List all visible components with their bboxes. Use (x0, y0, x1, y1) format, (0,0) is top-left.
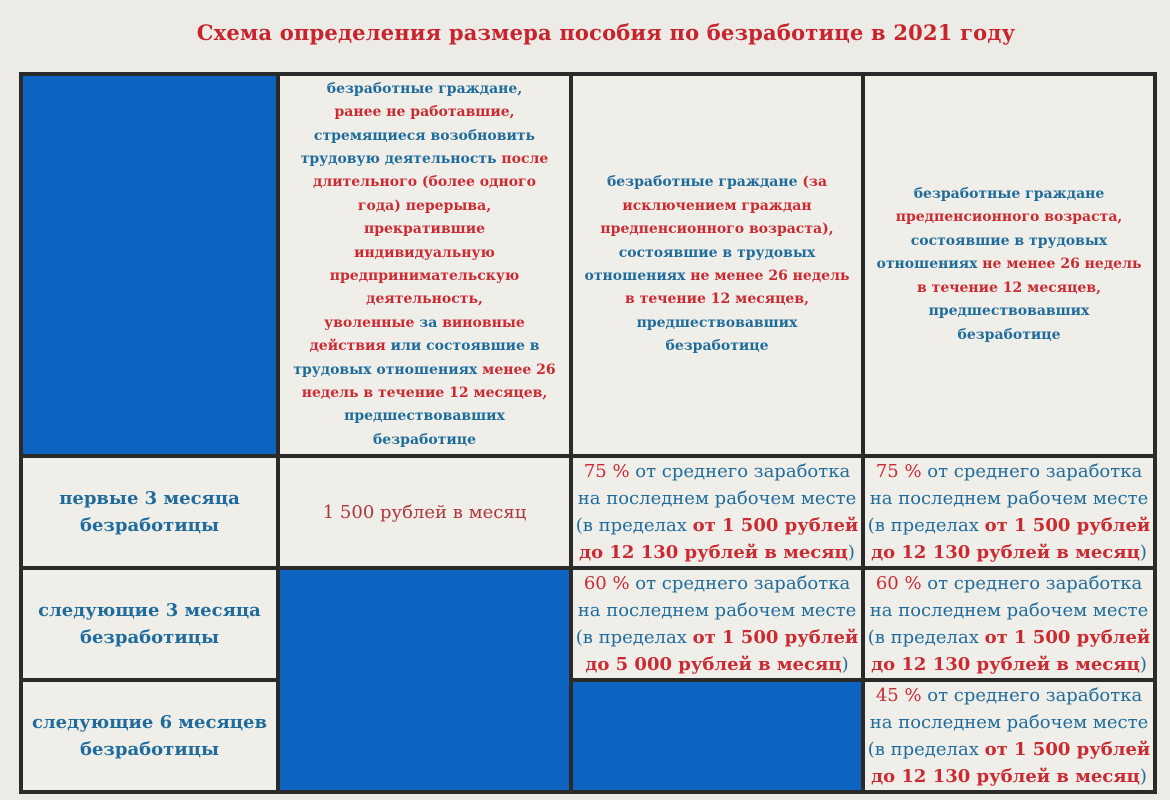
amount-text: на последнем рабочем месте (869, 488, 1149, 509)
amount-text: от среднего заработка (921, 685, 1143, 706)
header-text-segment: индивидуальную (354, 244, 495, 261)
cell-r2-c3 (863, 568, 1155, 680)
header-line (293, 195, 555, 218)
header-line (585, 195, 850, 218)
header-text-segment: не менее 26 недель (982, 256, 1142, 273)
header-text-segment: стремящиеся возобновить (313, 127, 536, 144)
header-text-segment: трудовых отношениях (293, 361, 483, 378)
cell-r1-c2 (571, 456, 863, 568)
percent-value: 45 % (875, 685, 922, 706)
amount-text: от среднего заработка (629, 573, 851, 594)
amount-line (576, 651, 859, 678)
amount-line (868, 624, 1151, 651)
amount-line (868, 512, 1151, 539)
percent-value: 60 % (583, 573, 630, 594)
max-amount: до 5 000 рублей в месяц (585, 654, 842, 675)
header-text-segment: ранее не работавшие, (334, 104, 515, 121)
cell-r1-c3 (863, 456, 1155, 568)
header-line (585, 171, 850, 194)
amount-r2c3 (866, 570, 1153, 678)
header-text-segment: состоявшие в трудовых (910, 232, 1108, 249)
amount-text: на последнем рабочем месте (869, 712, 1149, 733)
header-text-segment: безработице (372, 431, 476, 448)
amount-line (576, 570, 859, 597)
row-label-3-line2: безработицы (79, 739, 220, 760)
header-line (293, 405, 555, 428)
header-line (877, 230, 1142, 253)
header-line (585, 218, 850, 241)
header-col1 (278, 74, 571, 456)
header-text-segment: безработные граждане (606, 174, 803, 191)
cell-r3-c3 (863, 680, 1155, 792)
header-corner-blank (21, 74, 278, 456)
header-text-segment: безработице (665, 338, 769, 355)
header-text-segment: или состоявшие в (390, 338, 540, 355)
header-line (585, 288, 850, 311)
max-amount: до 12 130 рублей в месяц (871, 766, 1140, 787)
amount-line (868, 458, 1151, 485)
max-amount: до 12 130 рублей в месяц (579, 542, 848, 563)
header-text-segment: трудовую деятельность (300, 150, 502, 167)
header-col1-text (289, 78, 559, 453)
header-text-segment: безработные граждане, (326, 80, 523, 97)
header-line (877, 183, 1142, 206)
header-text-segment: длительного (более одного (313, 174, 536, 191)
max-amount: до 12 130 рублей в месяц (871, 654, 1140, 675)
header-text-segment: предшествовавших (928, 303, 1090, 320)
row-label-2-line1: следующие 3 месяца (38, 600, 261, 621)
amount-line (576, 512, 859, 539)
header-text-segment: виновные (442, 314, 525, 331)
row-label-2 (21, 568, 278, 680)
row-label-1 (21, 456, 278, 568)
header-line (293, 288, 555, 311)
header-text-segment: уволенные (324, 314, 420, 331)
header-line (293, 265, 555, 288)
amount-text: ) (841, 654, 849, 675)
header-text-segment: менее 26 (482, 361, 556, 378)
amount-text: (в пределах (867, 627, 985, 648)
header-text-segment: за (419, 314, 443, 331)
header-line (585, 265, 850, 288)
min-amount: от 1 500 рублей (692, 627, 859, 648)
header-text-segment: предпринимательскую (329, 268, 520, 284)
header-text-segment: действия (309, 338, 391, 355)
header-line (585, 312, 850, 335)
amount-r1c3 (866, 458, 1153, 566)
header-line (293, 78, 555, 101)
amount-text: (в пределах (867, 515, 985, 536)
amount-text: на последнем рабочем месте (577, 488, 857, 509)
amount-text: от среднего заработка (921, 573, 1143, 594)
row-label-2-line2: безработицы (79, 627, 220, 648)
amount-text: на последнем рабочем месте (869, 600, 1149, 621)
cell-r2-c2 (571, 568, 863, 680)
amount-text: (в пределах (867, 739, 985, 760)
header-text-segment: безработные граждане (913, 186, 1105, 203)
header-line (293, 382, 555, 405)
row-label-3 (21, 680, 278, 792)
min-amount: от 1 500 рублей (692, 515, 859, 536)
header-text-segment: прекратившие (363, 221, 486, 238)
min-amount: от 1 500 рублей (984, 627, 1151, 648)
min-amount: от 1 500 рублей (984, 739, 1151, 760)
header-col2-text (581, 171, 854, 358)
header-text-segment: предшествовавших (636, 314, 798, 331)
amount-text: на последнем рабочем месте (577, 600, 857, 621)
header-line (293, 429, 555, 452)
header-text-segment: после (501, 150, 549, 167)
amount-line (868, 539, 1151, 566)
percent-value: 75 % (875, 461, 922, 482)
amount-r3c3 (866, 682, 1153, 790)
header-col3 (863, 74, 1155, 456)
header-text-segment: состоявшие в трудовых (618, 244, 816, 261)
cell-r2r3-c1-blank (278, 568, 571, 792)
amount-text: от среднего заработка (629, 461, 851, 482)
amount-text: (в пределах (575, 515, 693, 536)
header-text-segment: безработице (957, 326, 1061, 343)
header-text-segment: года) перерыва, (357, 197, 492, 214)
amount-line (868, 570, 1151, 597)
header-line (293, 312, 555, 335)
percent-value: 75 % (583, 461, 630, 482)
min-amount: от 1 500 рублей (984, 515, 1151, 536)
amount-line (868, 651, 1151, 678)
header-text-segment: предпенсионного возраста, (895, 209, 1123, 226)
amount-r2c2 (574, 570, 861, 678)
row-label-3-line1: следующие 6 месяцев (31, 712, 268, 733)
header-line (293, 148, 555, 171)
header-line (877, 253, 1142, 276)
header-text-segment: в течение 12 месяцев, (917, 279, 1101, 296)
page-title: Схема определения размера пособия по безработице в 2021 году (196, 20, 1016, 45)
header-text-segment: отношениях (876, 256, 983, 273)
header-line (293, 218, 555, 241)
header-text-segment: деятельность, (366, 291, 483, 308)
header-line (877, 324, 1142, 347)
amount-line (576, 624, 859, 651)
amount-text: от среднего заработка (921, 461, 1143, 482)
header-text-segment: предшествовавших (344, 408, 505, 425)
row-label-1-line1: первые 3 месяца (59, 488, 240, 509)
amount-line (576, 539, 859, 566)
header-line (293, 101, 555, 124)
amount-line (868, 736, 1151, 763)
amount-r1c2 (574, 458, 861, 566)
header-line (293, 125, 555, 148)
header-text-segment: не менее 26 недель (690, 268, 850, 284)
header-line (877, 277, 1142, 300)
percent-value: 60 % (875, 573, 922, 594)
header-line (585, 242, 850, 265)
amount-text: ) (1139, 654, 1147, 675)
amount-text: ) (1139, 766, 1147, 787)
header-line (293, 171, 555, 194)
header-line (293, 242, 555, 265)
cell-r1-c1 (278, 456, 571, 568)
header-line (585, 335, 850, 358)
cell-r1-c1-text: 1 500 рублей в месяц (322, 501, 527, 523)
header-line (877, 300, 1142, 323)
amount-text: ) (847, 542, 855, 563)
cell-r3-c2-blank (571, 680, 863, 792)
benefit-table (19, 72, 1157, 794)
header-col3-text (873, 183, 1146, 347)
header-text-segment: исключением граждан (622, 197, 812, 214)
header-text-segment: (за (802, 174, 828, 191)
header-text-segment: отношениях (584, 268, 691, 284)
max-amount: до 12 130 рублей в месяц (871, 542, 1140, 563)
amount-text: (в пределах (575, 627, 693, 648)
header-line (877, 206, 1142, 229)
header-text-segment: недель в течение 12 месяцев, (301, 385, 548, 402)
header-text-segment: в течение 12 месяцев, (625, 291, 809, 308)
amount-text: ) (1139, 542, 1147, 563)
header-text-segment: предпенсионного возраста), (600, 221, 834, 238)
amount-line (868, 682, 1151, 709)
amount-line (576, 458, 859, 485)
header-col2 (571, 74, 863, 456)
amount-line (868, 763, 1151, 790)
header-line (293, 359, 555, 382)
row-label-1-line2: безработицы (79, 515, 220, 536)
header-line (293, 335, 555, 358)
